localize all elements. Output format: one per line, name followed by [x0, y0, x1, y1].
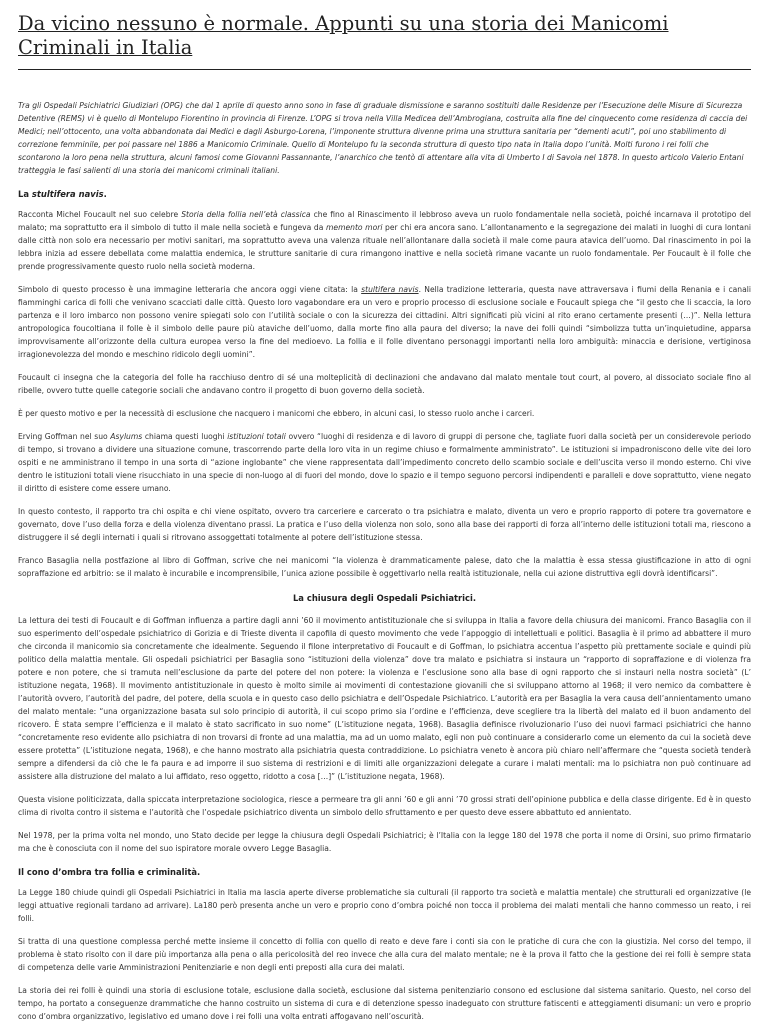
- text-run: chiama questi luoghi: [142, 432, 228, 441]
- paragraph-6: In questo contesto, il rapporto tra chi ospita e chi viene ospitato, ovvero tra carceriere e carcerato o tra psichiatra e malato, diventa un vero e proprio rapporto di potere tra governatore e governato, dove l’uso della forza e della violenza diventano prassi. La pratica e l’uso della violenza non solo, sono alla base dei rapporti di forza all’interno delle istituzioni totali ma, riescono a distruggere il sé degli internati i quali si ritrovano assoggettati totalmente al potere dell’istituzione stessa.: [18, 507, 751, 542]
- section-heading-cono-ombra: Il cono d’ombra tra follia e criminalità.: [18, 867, 201, 877]
- article-intro: Tra gli Ospedali Psichiatrici Giudiziari (OPG) che dal 1 aprile di questo anno sono in fase di graduale dismissione e saranno sostituiti dalle Residenze per l’Esecuzione delle Misure di Sicurezza Detentive (REMS) vi è quello di Montelupo Fiorentino in provincia di Firenze. L’OPG si trova nella Villa Medicea dell’Ambrogiana, costruita alla fine del cinquecento come residenza di caccia dei Medici; nell’ottocento, una volta abbandonata dai Medici e dagli Asburgo-Lorena, l’imponente struttura divenne prima una struttura sanitaria per “dementi acuti”, poi uno stabilimento di correzione femminile, per poi passare nel 1886 a Manicomio Criminale. Quello di Montelupo fu la seconda struttura di questo tipo nata in Italia dopo l’unità. Molti furono i rei folli che scontarono la loro pena nella struttura, alcuni famosi come Giovanni Passannante, l’anarchico che tentò di attentare alla vita di Umberto I di Savoia nel 1878. In questo articolo Valerio Entani tratteggia le fasi salienti di una storia dei manicomi criminali italiani.: [18, 101, 748, 175]
- paragraph-3: Foucault ci insegna che la categoria del folle ha racchiuso dentro di sé una molteplicità di declinazioni che andavano dal malato mentale tout court, al povero, al dissociato sociale fino al ribelle, ovvero tutte quelle categorie sociali che andavano contro il progetto di buon governo della società.: [18, 373, 751, 395]
- text-run: ovvero “luoghi di residenza e di lavoro di gruppi di persone che, tagliate fuori dalla società per un considerevole periodo di tempo, si trovano a dividere una situazione comune, trascorrendo parte della loro vita in un regime chiuso e formalmente amministrato”. Le istituzioni si impadroniscono delle vite dei loro ospiti e ne amministrano il tempo in una sorta di “azione inglobante” che viene rappresentata dall’impedimento concreto dello scambio sociale e dell’uscita verso il mondo esterno. Chi vive dentro le istituzioni totali viene risucchiato in una specie di non-luogo al di fuori del mondo, dove lo spazio e il tempo seguono percorsi indipendenti e paralleli e dove soprattutto, viene negato il diritto di esistere come essere umano.: [18, 432, 752, 493]
- heading-emphasis: stultifera navis: [31, 189, 104, 199]
- book-title: Asylums: [110, 432, 143, 441]
- text-run: che fino al Rinascimento il lebbroso aveva un ruolo fondamentale nella società, poiché incarnava il prototipo del malato; ma soprattutto era il simbolo di tutto il male nella società e fungeva da: [18, 210, 751, 232]
- book-title: Storia della follia nell’età classica: [181, 210, 311, 219]
- paragraph-8: La lettura dei testi di Foucault e di Goffman influenza a partire dagli anni ’60 il movimento antistituzionale che si sviluppa in Italia a favore della chiusura dei manicomi. Franco Basaglia con il suo esperimento dell’ospedale psichiatrico di Gorizia e di Trieste diventa il capofila di questo movimento che vede l’appoggio di intellettuali e politici. Basaglia è il primo ad abbattere il muro che circonda il manicomio sia concretamente che idealmente. Seguendo il filone interpretativo di Foucault e di Goffman, lo psichiatra accentua l’aspetto più prettamente sociale e quindi più politico della malattia mentale. Gli ospedali psichiatrici per Basaglia sono “istituzioni della violenza” dove tra malato e psichiatra si instaura un “rapporto di sopraffazione e di violenza fra potere e non potere, che si tramuta nell’esclusione da parte del potere del non potere: la violenza e l’esclusione sono alla base di ogni rapporto che si instauri nella nostra società” (L’ istituzione negata, 1968). Il movimento antistituzionale in questo è molto simile ai movimenti di contestazione giovanili che si sviluppano attorno al 1968; il vero nemico da combattere è l’autorità ovvero, l’autorità del padre, del potere, della scuola e in questo caso dello psichiatra e dell’Ospedale Psichiatrico. L’autorità era per Basaglia la vera causa dell’annientamento umano del malato mentale: “una organizzazione basata sul solo principio di autorità, il cui scopo primo sia l’ordine e l’efficienza, deve scegliere tra la libertà del malato ed il buon andamento del ricovero. È stata sempre l’efficienza e il malato è stato sacrificato in suo nome” (L’istituzione negata, 1968). Basaglia definisce rivoluzionario l’uso dei nuovi farmaci psichiatrici che hanno “concretamente reso evidente allo psichiatra di non trovarsi di fronte ad una malattia, ma ad un uomo malato, egli non può continuare a considerarlo come un elemento da cui la società deve essere protetta” (L’istituzione negata, 1968), e che hanno mostrato alla psichiatria questa contraddizione. Lo psichiatra veneto è ancora più chiaro nell’affermare che “questa società tenderà sempre a difendersi da ciò che le fa paura e ad imporre il suo sistema di restrizioni e di limiti alle organizzazioni delegate a curare i malati mentali: ma lo psichiatra non può continuare ad assistere alla distruzione del malato a lui affidato, reso oggetto, ridotto a cosa […]” (L’istituzione negata, 1968).: [18, 616, 751, 781]
- heading-suffix: .: [103, 189, 107, 199]
- paragraph-12: Si tratta di una questione complessa perché mette insieme il concetto di follia con quello di reato e deve fare i conti sia con le pratiche di cura che con la giustizia. Nel corso del tempo, il problema è stato risolto con il dare più importanza alla pena o alla pericolosità del reo invece che alla cura del malato mentale; ne è la prova il fatto che la gestione dei rei folli è sempre stata di competenza delle varie Amministrazioni Penitenziarie e non degli enti preposti alla cura dei malati.: [18, 937, 751, 972]
- stultifera-navis-link[interactable]: stultifera navis: [361, 285, 419, 294]
- text-run: Erving Goffman nel suo: [18, 432, 111, 441]
- emphasis-text: memento mori: [326, 223, 383, 232]
- paragraph-13: La storia dei rei folli è quindi una storia di esclusione totale, esclusione dalla società, esclusione dal sistema penitenziario consono ed esclusione dal sistema sanitario. Questo, nel corso del tempo, ha portato a conseguenze drammatiche che hanno costruito un sistema di cura e di detenzione spesso inadeguato con strutture fatiscenti e atteggiamenti disumani: un vero e proprio cono d’ombra organizzativo, legislativo ed umano dove i rei folli una volta entrati affogavano nell’oscurità.: [18, 986, 751, 1021]
- text-run: Simbolo di questo processo è una immagine letteraria che ancora oggi viene citata: la: [18, 285, 362, 294]
- section-heading-chiusura: La chiusura degli Ospedali Psichiatrici.: [292, 593, 477, 603]
- paragraph-7: Franco Basaglia nella postfazione al libro di Goffman, scrive che nei manicomi “la violenza è drammaticamente palese, dato che la malattia è essa stessa giustificazione in atto di ogni sopraffazione ed arbitrio: se il malato è incurabile e incomprensibile, l’unica azione possibile è oggettivarlo nella realtà istituzionale, nella cui azione distruttiva egli dovrà identificarsi”.: [18, 556, 751, 578]
- text-run: . Nella tradizione letteraria, questa nave attraversava i fiumi della Renania e i canali fiamminghi carica di folli che venivano scacciati dalle città. Questo loro vagabondare era un vero e proprio processo di esclusione sociale e Foucault spiega che “il gesto che li scaccia, la loro partenza e il loro imbarco non possono venire spiegati solo con l’utilità sociale o con la sicurezza dei cittadini. Altri significati più vicini al rito erano certamente presenti (…)”. Nella lettura antropologica foucoltiana il folle è il simbolo delle paure più ataviche dell’uomo, dalla morte fino alla paura del diverso; la nave dei folli quindi “simbolizza tutta un’inquietudine, apparsa improvvisamente all’orizzonte della cultura europea verso la fine del medioevo. La follia e il folle diventano personaggi importanti nella loro ambiguità: minaccia e derisione, vertiginosa irragionevolezza del mondo e meschino ridicolo degli uomini”.: [18, 285, 751, 359]
- emphasis-text: istituzioni totali: [227, 432, 286, 441]
- text-run: Racconta Michel Foucault nel suo celebre: [18, 210, 182, 219]
- heading-prefix: La: [18, 189, 32, 199]
- section-heading-stultifera-navis: [18, 188, 751, 200]
- article: [0, 12, 768, 1023]
- article-title: Da vicino nessuno è normale. Appunti su una storia dei Manicomi Criminali in Italia: [18, 12, 751, 70]
- paragraph-2: [18, 283, 751, 361]
- paragraph-9: Questa visione politicizzata, dalla spiccata interpretazione sociologica, riesce a permeare tra gli anni ’60 e gli anni ’70 grossi strati dell’opinione pubblica e della classe dirigente. Ed è in questo clima di rivolta contro il sistema e l’autorità che l’ospedale psichiatrico diventa un simbolo dello sfruttamento e per questo deve essere abbattuto ed annientato.: [18, 795, 751, 817]
- paragraph-4: È per questo motivo e per la necessità di esclusione che nacquero i manicomi che ebbero, in alcuni casi, lo stesso ruolo anche i carceri.: [18, 409, 535, 418]
- text-run: per chi era ancora sano. L’allontanamento e la segregazione dei malati in luoghi di cura lontani dalle città non solo era necessario per motivi sanitari, ma soprattutto aveva una valenza rituale nell’allontanare dalla società il male come paura atavica dell’uomo. Dal rinascimento in poi la lebbra inizia ad essere debellata come malattia endemica, le strutture sanitarie di cura rimangono inattive e nella società rimane vacante un ruolo fondamentale. Per Foucault è il folle che prende progressivamente questo ruolo nella società moderna.: [18, 223, 751, 271]
- paragraph-10: Nel 1978, per la prima volta nel mondo, uno Stato decide per legge la chiusura degli Ospedali Psichiatrici; è l’Italia con la legge 180 del 1978 che porta il nome di Orsini, suo primo firmatario ma che è conosciuta con il nome del suo ispiratore morale ovvero Legge Basaglia.: [18, 831, 751, 853]
- paragraph-11: La Legge 180 chiude quindi gli Ospedali Psichiatrici in Italia ma lascia aperte diverse problematiche sia culturali (il rapporto tra società e malattia mentale) che strutturali ed organizzative (le leggi attuative regionali tardano ad arrivare). La180 però presenta anche un vero e proprio cono d’ombra poiché non tocca il problema dei malati mentali che hanno commesso un reato, i rei folli.: [18, 888, 751, 923]
- paragraph-5: [18, 430, 751, 495]
- paragraph-1: [18, 208, 751, 273]
